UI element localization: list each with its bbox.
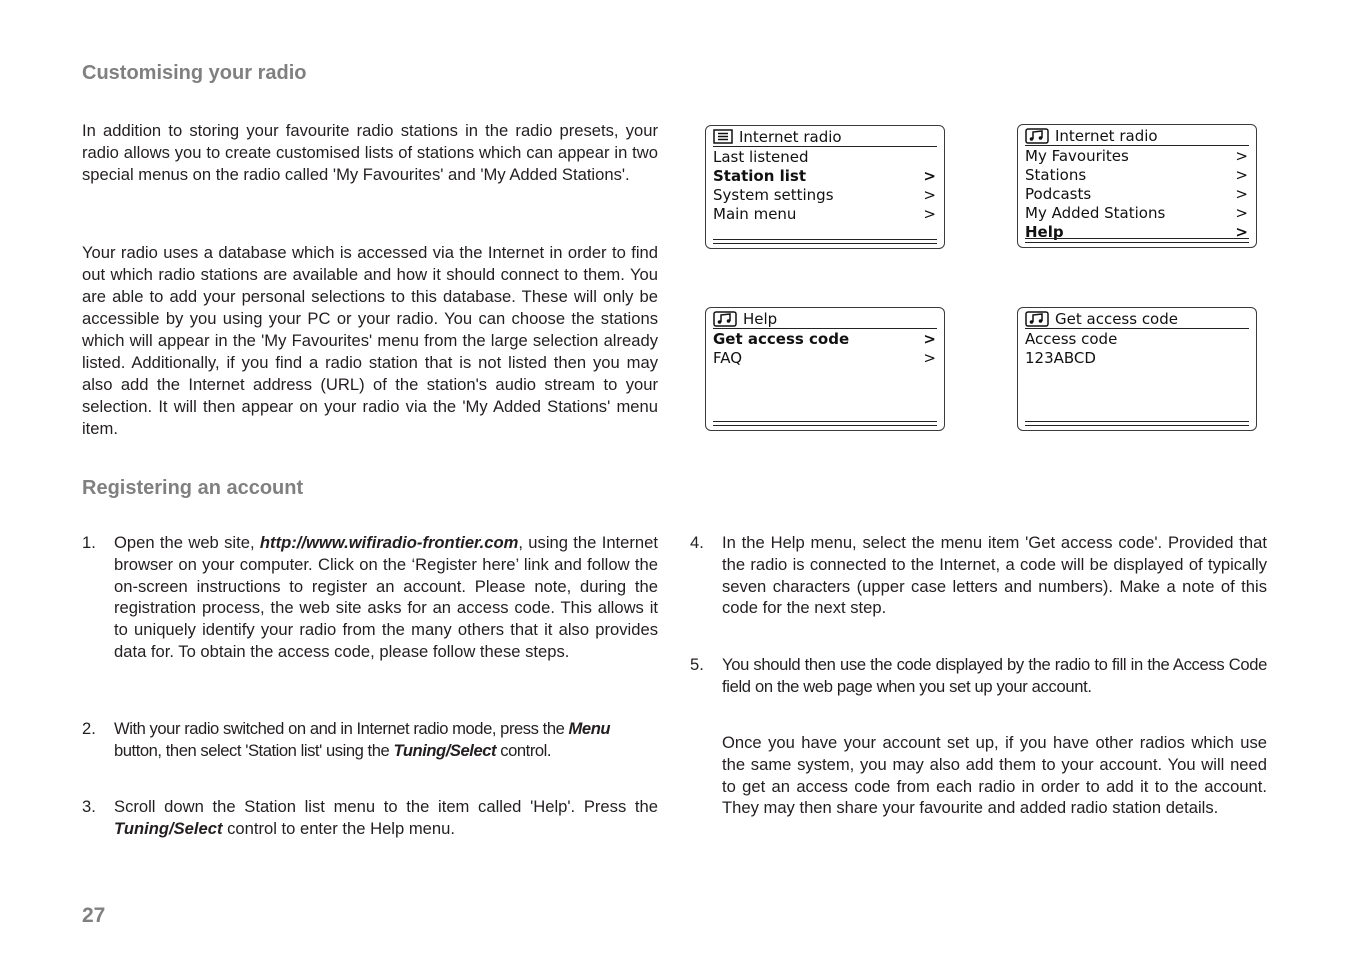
lcd-title: Internet radio bbox=[739, 127, 842, 146]
lcd-header bbox=[1025, 126, 1249, 146]
closing-paragraph: Once you have your account set up, if you have other radios which use the same system, you may also add them to your account. You will need to get an access code from each radio in order to add it to the account. They may then share your favourite and added radio station details. bbox=[722, 733, 1267, 818]
step-text: With your radio switched on and in Internet radio mode, press the Menu button, then select 'Station list' using the Tuning/Select control. bbox=[114, 719, 611, 760]
step-text: You should then use the code displayed by the radio to fill in the Access Code field on the web page when you set up your account. bbox=[722, 655, 1267, 696]
lcd-footer-line bbox=[1025, 238, 1249, 243]
lcd-screen-internet-radio-main bbox=[705, 125, 945, 249]
lcd-menu-item-selected[interactable]: Get access code > bbox=[713, 330, 936, 348]
step-4 bbox=[690, 532, 1268, 622]
section-heading-registering: Registering an account bbox=[82, 477, 304, 499]
music-note-icon bbox=[713, 311, 737, 327]
lcd-menu-item[interactable]: Stations > bbox=[1025, 166, 1248, 184]
website-link[interactable]: http://www.wifiradio-frontier.com bbox=[259, 533, 519, 552]
lcd-access-code-value: 123ABCD bbox=[1025, 349, 1096, 367]
lcd-menu-item[interactable]: System settings > bbox=[713, 186, 936, 204]
lcd-screen-internet-radio-stations bbox=[1017, 124, 1257, 248]
step-text: Open the web site, http://www.wifiradio-frontier.com, using the Internet browser on your computer. Click on the ‘Register here’ link and follow the on-screen instructions to register an account. Please note, during the registration process, the web site asks for an access code. This allows it to uniquely identify your radio from the many others that it also provides data for. To obtain the access code, please follow these steps. bbox=[114, 533, 658, 661]
step-text: In the Help menu, select the menu item 'Get access code'. Provided that the radio is connected to the Internet, a code will be displayed of typically seven characters (upper case letters and numbers). Make a note of this code for the next step. bbox=[722, 533, 1267, 618]
section-heading-customising: Customising your radio bbox=[82, 62, 307, 84]
lcd-header bbox=[1025, 309, 1249, 329]
lcd-menu-item[interactable]: Main menu > bbox=[713, 205, 936, 223]
lcd-screen-help bbox=[705, 307, 945, 431]
lcd-footer-line bbox=[713, 421, 937, 426]
step-number: 4. bbox=[690, 533, 704, 552]
lcd-menu-item[interactable]: FAQ > bbox=[713, 349, 936, 367]
lcd-title: Internet radio bbox=[1055, 126, 1158, 145]
step-number: 2. bbox=[82, 719, 96, 738]
lcd-title: Get access code bbox=[1055, 309, 1178, 328]
step-5 bbox=[690, 654, 1268, 704]
page-number: 27 bbox=[82, 904, 106, 927]
lcd-menu-item-selected[interactable]: Station list > bbox=[713, 167, 936, 185]
intro-paragraph: In addition to storing your favourite radio stations in the radio presets, your radio allows you to create customised lists of stations which can appear in two special menus on the radio called 'My Favourites' and 'My Added Stations'. bbox=[82, 121, 658, 184]
lcd-menu-item[interactable]: Podcasts > bbox=[1025, 185, 1248, 203]
music-note-icon bbox=[1025, 128, 1049, 144]
lcd-menu-item[interactable]: My Added Stations > bbox=[1025, 204, 1248, 222]
lcd-header bbox=[713, 127, 937, 147]
lcd-menu-item[interactable]: My Favourites > bbox=[1025, 147, 1248, 165]
lcd-screen-get-access-code bbox=[1017, 307, 1257, 431]
lcd-title: Help bbox=[743, 309, 778, 328]
step-2 bbox=[82, 718, 658, 768]
step-1 bbox=[82, 532, 658, 682]
lcd-menu-item[interactable]: Last listened bbox=[713, 148, 809, 166]
menu-list-icon bbox=[713, 129, 733, 144]
music-note-icon bbox=[1025, 311, 1049, 327]
step-number: 1. bbox=[82, 533, 96, 552]
lcd-menu-item-selected[interactable]: Help > bbox=[1025, 223, 1248, 241]
lcd-footer-line bbox=[713, 239, 937, 244]
database-paragraph: Your radio uses a database which is accessed via the Internet in order to find out which radio stations are available and how it should connect to them. You are able to add your personal selections to this database. These will only be accessible by you using your PC or your radio. You can choose the stations which will appear in the 'My Favourites' menu from the large selection already listed. Additionally, if you find a radio station that is not listed then you may also add the Internet address (URL) of the station's audio stream to your selection. It will then appear on your radio via the 'My Added Stations' menu item. bbox=[82, 243, 658, 438]
lcd-header bbox=[713, 309, 937, 329]
lcd-text-line: Access code bbox=[1025, 330, 1118, 348]
step-text: Scroll down the Station list menu to the item called 'Help'. Press the Tuning/Select control to enter the Help menu. bbox=[114, 797, 658, 838]
step-3 bbox=[82, 796, 658, 846]
step-number: 3. bbox=[82, 797, 96, 816]
lcd-footer-line bbox=[1025, 421, 1249, 426]
step-number: 5. bbox=[690, 655, 704, 674]
